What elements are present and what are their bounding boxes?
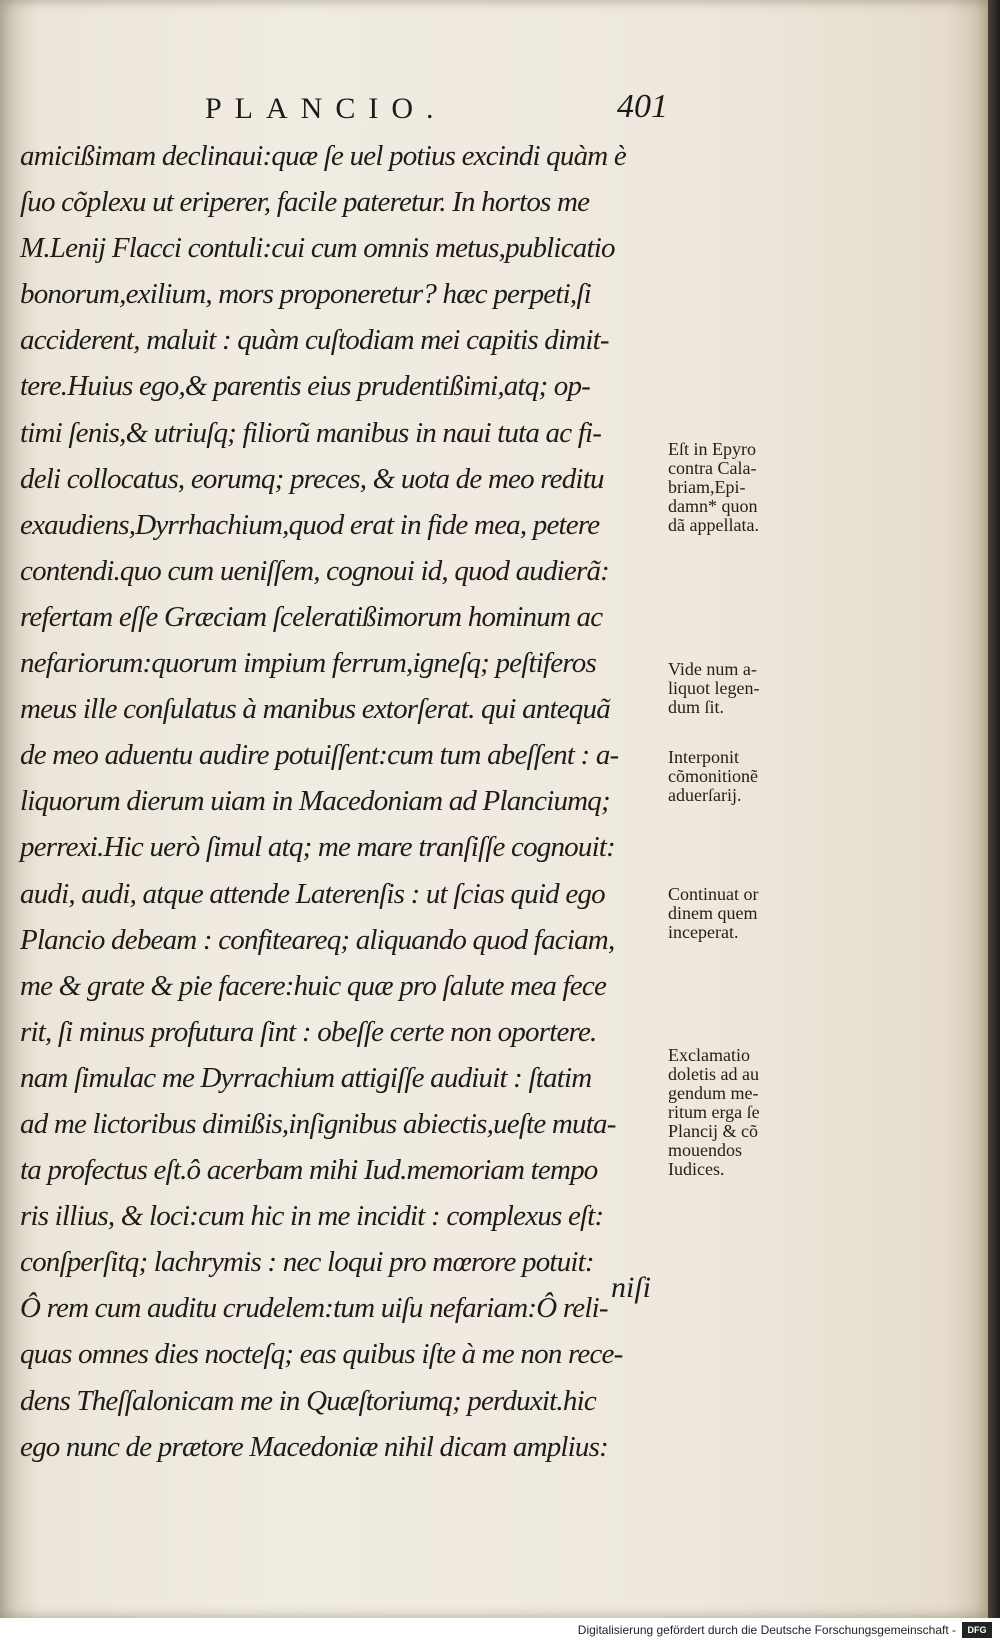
marginal-note-line: Continuat or: [668, 884, 759, 904]
text-line: nefariorum:quorum impium ferrum,igneſq; peſtiferos: [20, 647, 596, 680]
marginal-note: [668, 660, 818, 717]
marginal-note: [668, 1046, 818, 1179]
marginal-note-line: dã appellata.: [668, 515, 759, 535]
marginal-note-line: Iudices.: [668, 1159, 725, 1179]
marginal-note-line: Plancij & cõ: [668, 1121, 758, 1141]
page-edge-shadow: [988, 0, 1000, 1618]
text-line: amicißimam declinaui:quæ ſe uel potius excindi quàm è: [20, 140, 626, 172]
text-line: perrexi.Hic uerò ſimul atq; me mare tranſiſſe cognouit:: [20, 831, 615, 864]
page-number: 401: [617, 88, 668, 125]
text-line: quas omnes dies nocteſq; eas quibus iſte à me non rece-: [20, 1338, 623, 1371]
marginal-note-line: inceperat.: [668, 922, 739, 942]
text-line: deli collocatus, eorumq; preces, & uota de meo reditu: [20, 462, 604, 495]
marginal-note-line: contra Cala-: [668, 458, 757, 478]
marginal-note: [668, 885, 818, 942]
text-line: exaudiens,Dyrrhachium,quod erat in fide mea, petere: [20, 508, 600, 541]
text-line: ta profectus eſt.ô acerbam mihi Iud.memoriam tempo: [20, 1154, 598, 1187]
text-line: de meo aduentu audire potuiſſent:cum tum abeſſent : a-: [20, 739, 619, 772]
text-line: bonorum,exilium, mors proponeretur? hæc perpeti,ſi: [20, 278, 591, 311]
text-line: ris illius, & loci:cum hic in me incidit : complexus eſt:: [20, 1200, 604, 1233]
catchword: niſi: [611, 1271, 652, 1304]
running-head: PLANCIO.: [205, 92, 447, 125]
footer-bar: [0, 1618, 1000, 1643]
main-text-block: [20, 133, 665, 1470]
marginal-note-line: dum ſit.: [668, 697, 725, 717]
marginal-note-line: Interponit: [668, 747, 739, 767]
funding-notice: Digitalisierung gefördert durch die Deutsche Forschungsgemeinschaft -: [577, 1623, 956, 1637]
marginal-note-line: aduerſarij.: [668, 785, 742, 805]
text-line: conſperſitq; lachrymis : nec loqui pro mœrore potuit:: [20, 1246, 594, 1279]
marginal-note: [668, 748, 818, 805]
text-line: ego nunc de prætore Macedoniæ nihil dicam amplius:: [20, 1430, 608, 1463]
text-line: liquorum dierum uiam in Macedoniam ad Planciumq;: [20, 785, 610, 818]
text-line: acciderent, maluit : quàm cuſtodiam mei capitis dimit-: [20, 324, 609, 357]
marginal-note: [668, 440, 818, 535]
text-line: meus ille conſulatus à manibus extorſerat. qui antequã: [20, 693, 610, 726]
text-line: audi, audi, atque attende Laterenſis : ut ſcias quid ego: [20, 877, 605, 910]
marginal-note-line: ritum erga ſe: [668, 1102, 760, 1122]
text-line: M.Lenij Flacci contuli:cui cum omnis metus,publicatio: [20, 232, 615, 265]
text-line: nam ſimulac me Dyrrachium attigiſſe audiuit : ſtatim: [20, 1061, 592, 1094]
marginal-note-line: cõmonitionẽ: [668, 766, 758, 786]
text-line: refertam eſſe Græciam ſceleratißimorum hominum ac: [20, 600, 603, 633]
marginal-note-line: mouendos: [668, 1140, 742, 1160]
marginal-note-line: Exclamatio: [668, 1045, 750, 1065]
text-line: ſuo cõplexu ut eriperer, facile pateretur. In hortos me: [20, 186, 590, 219]
marginal-note-line: doletis ad au: [668, 1064, 759, 1084]
text-line: tere.Huius ego,& parentis eius prudentißimi,atq; op-: [20, 370, 591, 403]
text-line: Ô rem cum auditu crudelem:tum uiſu nefariam:Ô reli-: [20, 1292, 608, 1325]
marginal-note-line: dinem quem: [668, 903, 758, 923]
marginal-note-line: Vide num a-: [668, 659, 757, 679]
text-line: ad me lictoribus dimißis,inſignibus abiectis,ueſte muta-: [20, 1107, 616, 1140]
marginal-note-line: damn* quon: [668, 496, 758, 516]
marginal-note-line: briam,Epi-: [668, 477, 746, 497]
page-header: [0, 88, 988, 128]
text-line: timi ſenis,& utriuſq; filiorũ manibus in naui tuta ac fi-: [20, 416, 602, 449]
text-line: me & grate & pie facere:huic quæ pro ſalute mea fece: [20, 969, 607, 1002]
text-line: contendi.quo cum ueniſſem, cognoui id, quod audierã:: [20, 554, 610, 587]
text-line: Plancio debeam : confiteareq; aliquando quod faciam,: [20, 923, 615, 956]
marginal-note-line: gendum me-: [668, 1083, 759, 1103]
dfg-logo: DFG: [962, 1622, 992, 1638]
text-line: rit, ſi minus profutura ſint : obeſſe certe non oportere.: [20, 1015, 597, 1048]
marginal-note-line: Eſt in Epyro: [668, 439, 756, 459]
text-line: dens Theſſalonicam me in Quæſtoriumq; perduxit.hic: [20, 1384, 596, 1417]
marginal-note-line: liquot legen-: [668, 678, 760, 698]
